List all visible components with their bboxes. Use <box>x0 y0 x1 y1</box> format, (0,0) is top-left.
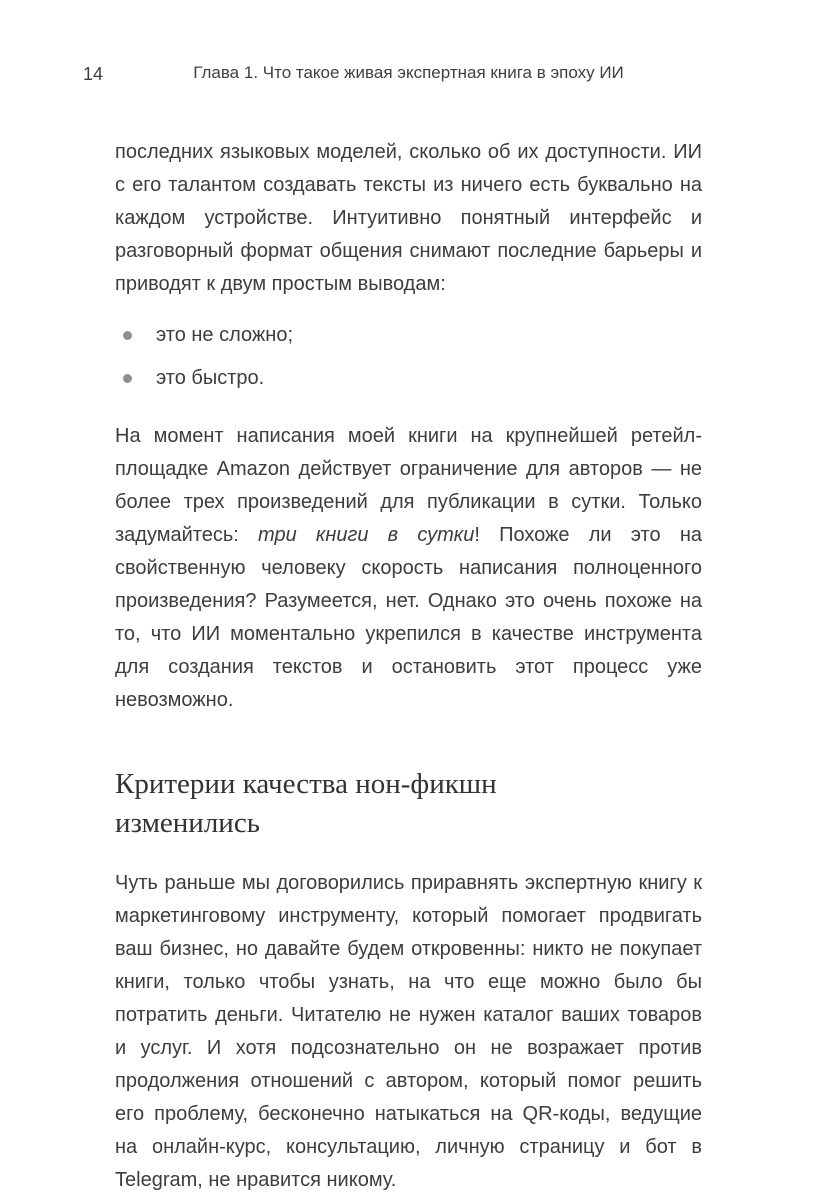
paragraph-amazon <box>115 420 702 717</box>
paragraph-amazon-text-after: ! Похоже ли это на свойственную человеку скорость написания полноценного произведения? Разумеется, нет. Однако это очень похоже на то, что ИИ моментально укрепился в качестве инструмента для создания текстов и остановить этот процесс уже невозможно. <box>115 524 702 712</box>
paragraph-amazon-text-before: На момент написания моей книги на крупнейшей ретейл-площадке Amazon действует ограничение для авторов — не более трех произведений для публикации в сутки. Только задумайтесь: <box>115 425 702 547</box>
bullet-list <box>115 321 702 392</box>
list-item <box>123 321 702 349</box>
running-head-chapter-title: Глава 1. Что такое живая экспертная книга в эпоху ИИ <box>193 63 624 82</box>
bullet-icon <box>123 331 132 340</box>
paragraph-amazon-italic-phrase: три книги в сутки <box>258 524 475 547</box>
page-number: 14 <box>83 64 104 84</box>
list-item-text: это быстро. <box>156 367 265 390</box>
list-item <box>123 364 702 392</box>
page-header <box>83 62 702 84</box>
page-body <box>115 136 702 1197</box>
bullet-icon <box>123 374 132 383</box>
list-item-text: это не сложно; <box>156 324 294 347</box>
paragraph-criteria: Чуть раньше мы договорились приравнять экспертную книгу к маркетинговому инструменту, который помогает продвигать ваш бизнес, но давайте будем откровенны: никто не покупает книги, только чтобы узнать, на что еще можно было бы потратить деньги. Читателю не нужен каталог ваших товаров и услуг. И хотя подсознательно он не возражает против продолжения отношений с автором, который помог решить его проблему, бесконечно натыкаться на QR-коды, ведущие на онлайн-курс, консультацию, личную страницу и бот в Telegram, не нравится никому. <box>115 872 702 1192</box>
section-heading: Критерии качества нон-фикшн изменились <box>115 768 497 840</box>
paragraph-intro: последних языковых моделей, сколько об их доступности. ИИ с его талантом создавать тексты из ничего есть буквально на каждом устройстве. Интуитивно понятный интерфейс и разговорный формат общения снимают последние барьеры и приводят к двум простым выводам: <box>115 141 702 296</box>
